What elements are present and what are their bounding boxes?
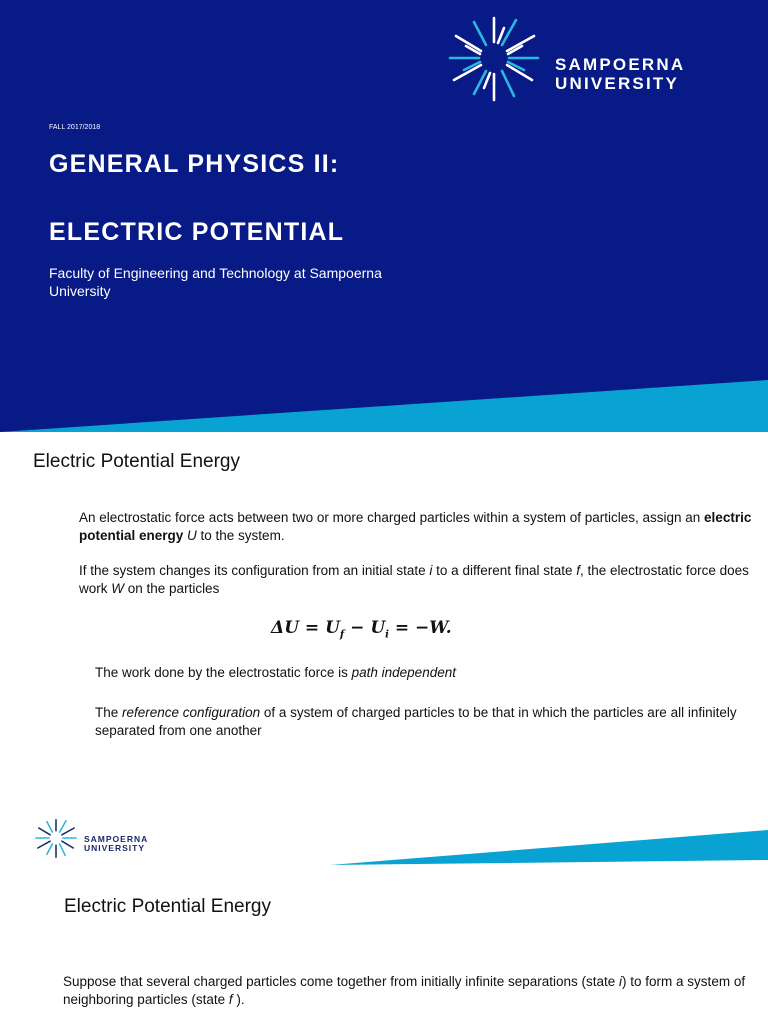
footer-cyan-stripe [0, 820, 768, 870]
brand-small-line-1: SAMPOERNA [84, 834, 149, 844]
brand-line-2: UNIVERSITY [555, 74, 680, 93]
title-line-1: GENERAL PHYSICS II: [49, 150, 340, 178]
brand-small-line-2: UNIVERSITY [84, 843, 146, 853]
paragraph-1: An electrostatic force acts between two or more charged particles within a system of particles, assign an electric potential energy U to the system. [79, 510, 752, 543]
slide3-paragraph-1: Suppose that several charged particles come together from initially infinite separations (state i) to form a system of neighboring particles (state f ). [63, 974, 746, 1007]
brand-name [555, 55, 685, 93]
paragraph-4: The reference configuration of a system of charged particles to be that in which the particles are all infinitely separated from one another [95, 705, 737, 738]
equation: $\Delta U = U_f - U_i = -W$. [271, 618, 452, 641]
term-label: FALL 2017/2018 [49, 124, 101, 131]
slide2-heading: Electric Potential Energy [33, 451, 240, 472]
brand-line-1: SAMPOERNA [555, 55, 686, 74]
slide3-heading: Electric Potential Energy [64, 896, 271, 917]
paragraph-2: If the system changes its configuration from an initial state i to a different final state f, the electrostatic force does work W on the particles [79, 563, 749, 596]
title-slide [0, 0, 768, 432]
title-line-2: ELECTRIC POTENTIAL [49, 218, 345, 246]
paragraph-3: The work done by the electrostatic force is path independent [95, 665, 456, 680]
faculty-text: Faculty of Engineering and Technology at Sampoerna University [49, 265, 382, 299]
sampoerna-logo-icon [446, 14, 542, 102]
